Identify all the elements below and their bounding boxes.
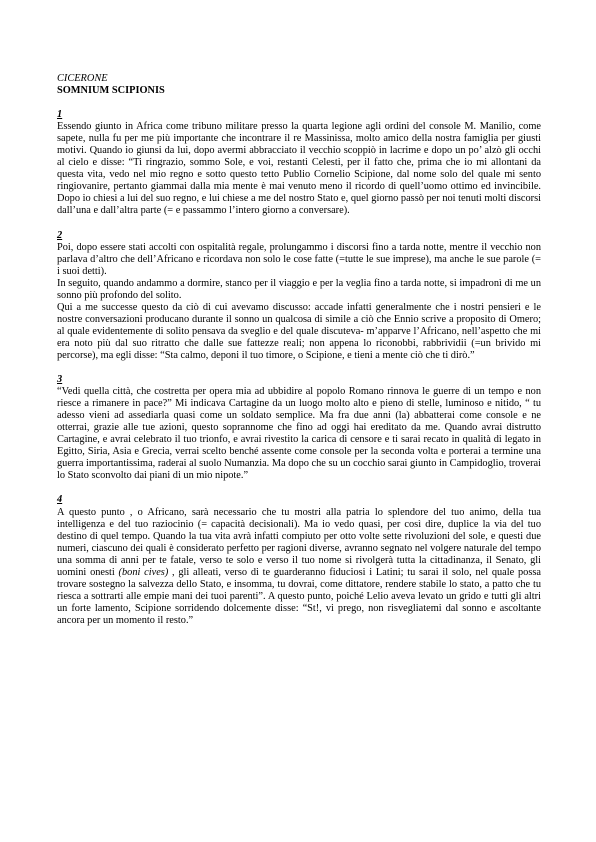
- paragraph-text-end: , gli alleati, verso di te guarderanno fiduciosi i Latini; tu sarai il solo, nel quale possa trovare sostegno la salvezza dello Stato, e insomma, tu dovrai, come dittatore, rendere stabile lo stato, a patto che tu riesca a sottrarti alle empie mani dei tuoi parenti”. A questo punto, poiché Lelio aveva levato un grido e tutti gli altri un forte lamento, Scipione sorridendo dolcemente disse: “St!, vi prego, non risvegliatemi dal sonno e ascoltante ancora per un momento il resto.”: [57, 566, 541, 626]
- section-2: [57, 230, 541, 363]
- section-number: 4: [57, 494, 63, 506]
- section-number: 3: [57, 374, 63, 386]
- paragraph-text-start: A questo punto , o Africano, sarà necessario che tu mostri alla patria lo splendore del tuo animo, della tua intelligenza e del tuo raziocinio (= capacità decisionali). Ma io vedo quasi, per così dire, duplice la via del tuo destino di quel tempo. Quando la tua vita avrà infatti compiuto per otto volte sette rivoluzioni del sole, e questi due numeri, ciascuno dei quali è considerato perfetto per ragioni diverse, avranno segnato nel volgere naturale del tempo una somma di anni per te fatale, verso te solo e verso il tuo nome si rivolgerà tutta la cittadinanza, il Senato, gli uomini onesti: [57, 506, 541, 578]
- section-paragraph: Poi, dopo essere stati accolti con ospitalità regale, prolungammo i discorsi fino a tarda notte, mentre il vecchio non parlava d’altro che dell’Africano e ricordava non solo le cose fatte (=tutte le sue imprese), ma anche le sue parole (= i suoi detti).: [57, 241, 541, 277]
- author-name: CICERONE: [57, 73, 108, 84]
- document-body: [57, 73, 541, 627]
- section-paragraph: Essendo giunto in Africa come tribuno militare presso la quarta legione agli ordini del console M. Manilio, come sapete, nulla fu per me più importante che incontrare il re Massinissa, molto amico della nostra famiglia per giusti motivi. Quando io giunsi da lui, dopo avermi abbracciato il vecchio scoppiò in lacrime e dopo un po’ alzò gli occhi al cielo e disse: “Ti ringrazio, sommo Sole, e voi, restanti Celesti, per il fatto che, prima che io mi allontani da questa vita, vedo nel mio regno e sotto questo tetto Publio Cornelio Scipione, dal nome solo del quale mi sento ringiovanire, pertanto giammai dalla mia mente è mai venuto meno il ricordo di quell’uomo ottimo ed invincibile. Dopo io chiesi a lui del suo regno, e lui chiese a me del nostro Stato e, quel giorno passò per noi tenuti molti discorsi dall’una e dall’altra parte (= e passammo l’intero giorno a conversare).: [57, 121, 541, 217]
- section-paragraph: Qui a me successe questo da ciò di cui avevamo discusso: accade infatti generalmente che i nostri pensieri e le nostre conversazioni producano durante il sonno un qualcosa di simile a ciò che Ennio scrive a proposito di Omero; al quale evidentemente di solito pensava da sveglio e del quale discuteva- m’apparve l’Africano, nell’aspetto che mi era noto più dal suo ritratto che dalle sue fattezze reali; non appena lo riconobbi, rabbrividii (=un brivido mi percorse), ma egli disse: “Sta calmo, deponi il tuo timore, o Scipione, e tieni a mente ciò che ti dirò.”: [57, 301, 541, 361]
- latin-term: (boni cives): [118, 566, 169, 578]
- section-paragraph: [57, 507, 541, 627]
- section-paragraph: “Vedi quella città, che costretta per opera mia ad ubbidire al popolo Romano rinnova le guerre di un tempo e non riesce a rimanere in pace?” Mi indicava Cartagine da un luogo molto alto e pieno di stelle, luminoso e nitido, “ tu adesso vieni ad assediarla quasi come un soldato semplice. Ma fra due anni (la) abbatterai come console e ne otterrai, grazie alle tue azioni, questo soprannome che fino ad oggi hai ereditato da me. Quando avrai distrutto Cartagine, e avrai celebrato il tuo trionfo, e avrai rivestito la carica di censore e ti sarai recato in qualità di legato in Egitto, Siria, Asia e Grecia, verrai scelto benché assente come console per la seconda volta e porterai a termine una guerra importantissima, raderai al suolo Numanzia. Ma dopo che su un cocchio sarai giunto in Campidoglio, troverai lo Stato sconvolto dai piani di un mio nipote.”: [57, 386, 542, 482]
- section-1: [57, 109, 541, 217]
- section-4: [57, 494, 541, 627]
- section-paragraph: In seguito, quando andammo a dormire, stanco per il viaggio e per la veglia fino a tarda notte, si impadronì di me un sonno più profondo del solito.: [57, 277, 541, 301]
- section-number: 2: [57, 229, 63, 241]
- section-3: [57, 374, 541, 482]
- document-title: SOMNIUM SCIPIONIS: [57, 85, 165, 97]
- section-number: 1: [57, 109, 63, 121]
